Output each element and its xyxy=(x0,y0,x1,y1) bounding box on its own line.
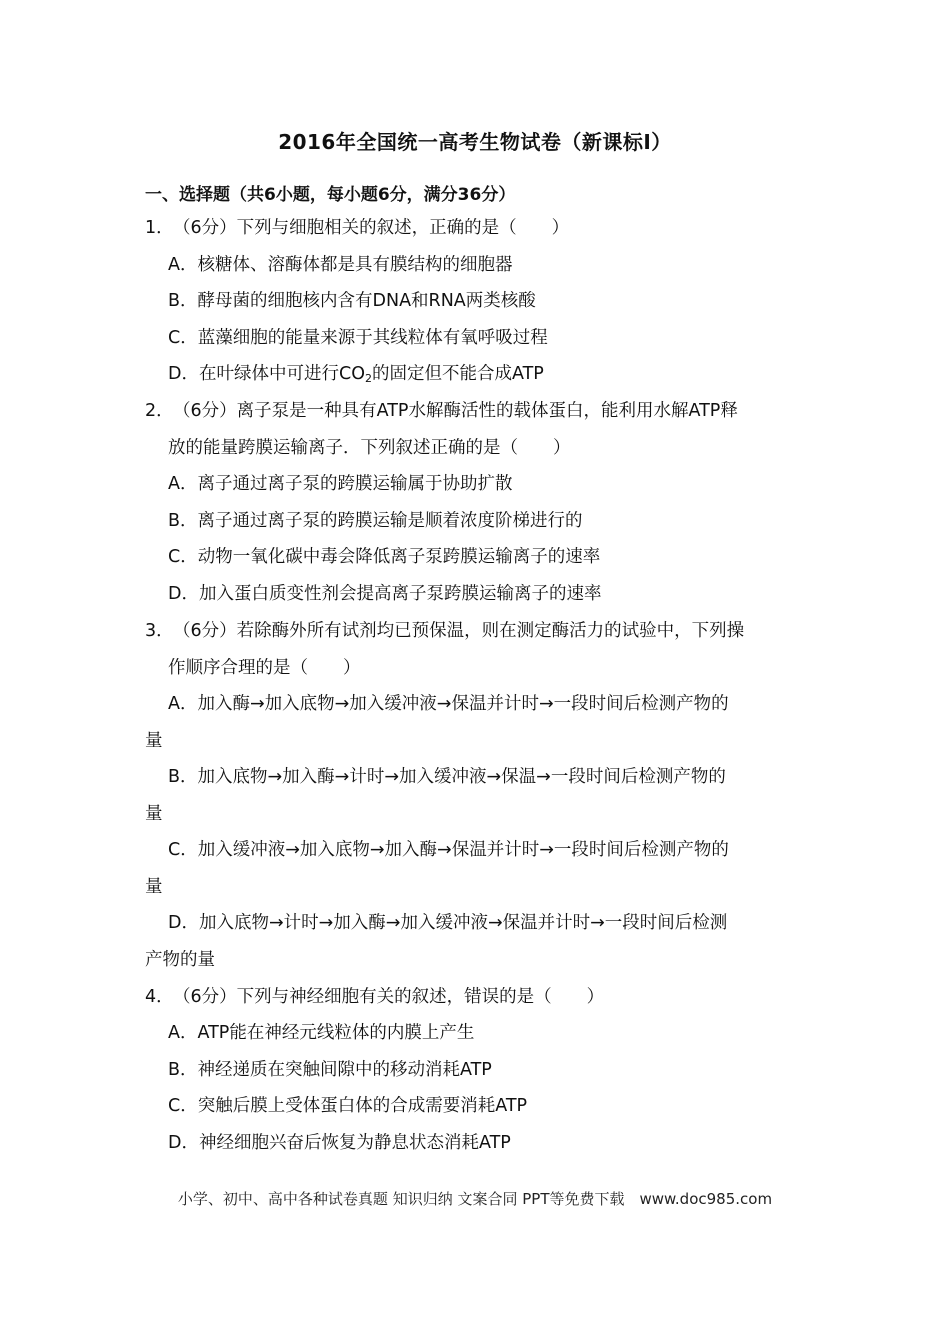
question-1-option-a: A．核糖体、溶酶体都是具有膜结构的细胞器 xyxy=(168,255,513,275)
question-number: 4． xyxy=(145,987,174,1007)
page-footer: 小学、初中、高中各种试卷真题 知识归纳 文案合同 PPT等免费下载 www.doc985.com xyxy=(177,1190,773,1208)
question-2-option-a: A．离子通过离子泵的跨膜运输属于协助扩散 xyxy=(168,474,513,494)
section-heading: 一、选择题（共6小题，每小题6分，满分36分） xyxy=(145,185,516,205)
option-text-post: 的固定但不能合成ATP xyxy=(371,364,544,384)
question-text: （6分）若除酶外所有试剂均已预保温，则在测定酶活力的试验中，下列操 xyxy=(173,621,745,641)
question-1-option-c: C．蓝藻细胞的能量来源于其线粒体有氧呼吸过程 xyxy=(168,328,548,348)
question-3-option-c: C．加入缓冲液→加入底物→加入酶→保温并计时→一段时间后检测产物的 xyxy=(168,840,729,860)
question-1-stem xyxy=(145,216,569,240)
question-3-stem xyxy=(145,619,744,643)
question-1-option-d xyxy=(168,362,544,391)
question-4-option-a: A．ATP能在神经元线粒体的内膜上产生 xyxy=(168,1023,475,1043)
question-3-stem-continued: 作顺序合理的是（ ） xyxy=(168,658,361,678)
subscript: 2 xyxy=(364,372,372,385)
question-2-option-d: D．加入蛋白质变性剂会提高离子泵跨膜运输离子的速率 xyxy=(168,584,602,604)
question-2-stem xyxy=(145,399,738,423)
option-text-pre: D．在叶绿体中可进行CO xyxy=(168,364,365,384)
question-3-option-a: A．加入酶→加入底物→加入缓冲液→保温并计时→一段时间后检测产物的 xyxy=(168,694,729,714)
document-title: 2016年全国统一高考生物试卷（新课标I） xyxy=(278,130,672,154)
question-3-option-d-wrap: 产物的量 xyxy=(145,950,215,970)
question-2-option-c: C．动物一氧化碳中毒会降低离子泵跨膜运输离子的速率 xyxy=(168,547,601,567)
question-3-option-d: D．加入底物→计时→加入酶→加入缓冲液→保温并计时→一段时间后检测 xyxy=(168,913,728,933)
question-number: 2． xyxy=(145,401,174,421)
question-text: （6分）下列与神经细胞有关的叙述，错误的是（ ） xyxy=(173,987,605,1007)
question-3-option-c-wrap: 量 xyxy=(145,877,163,897)
question-3-option-b: B．加入底物→加入酶→计时→加入缓冲液→保温→一段时间后检测产物的 xyxy=(168,767,726,787)
question-3-option-b-wrap: 量 xyxy=(145,804,163,824)
question-number: 3． xyxy=(145,621,174,641)
question-4-stem xyxy=(145,985,604,1009)
question-text: （6分）下列与细胞相关的叙述，正确的是（ ） xyxy=(173,218,570,238)
question-4-option-c: C．突触后膜上受体蛋白体的合成需要消耗ATP xyxy=(168,1096,528,1116)
question-4-option-d: D．神经细胞兴奋后恢复为静息状态消耗ATP xyxy=(168,1133,511,1153)
question-1-option-b: B．酵母菌的细胞核内含有DNA和RNA两类核酸 xyxy=(168,291,536,311)
question-number: 1． xyxy=(145,218,174,238)
question-3-option-a-wrap: 量 xyxy=(145,731,163,751)
question-2-stem-continued: 放的能量跨膜运输离子．下列叙述正确的是（ ） xyxy=(168,438,571,458)
question-4-option-b: B．神经递质在突触间隙中的移动消耗ATP xyxy=(168,1060,492,1080)
question-2-option-b: B．离子通过离子泵的跨膜运输是顺着浓度阶梯进行的 xyxy=(168,511,583,531)
question-text: （6分）离子泵是一种具有ATP水解酶活性的载体蛋白，能利用水解ATP释 xyxy=(173,401,738,421)
